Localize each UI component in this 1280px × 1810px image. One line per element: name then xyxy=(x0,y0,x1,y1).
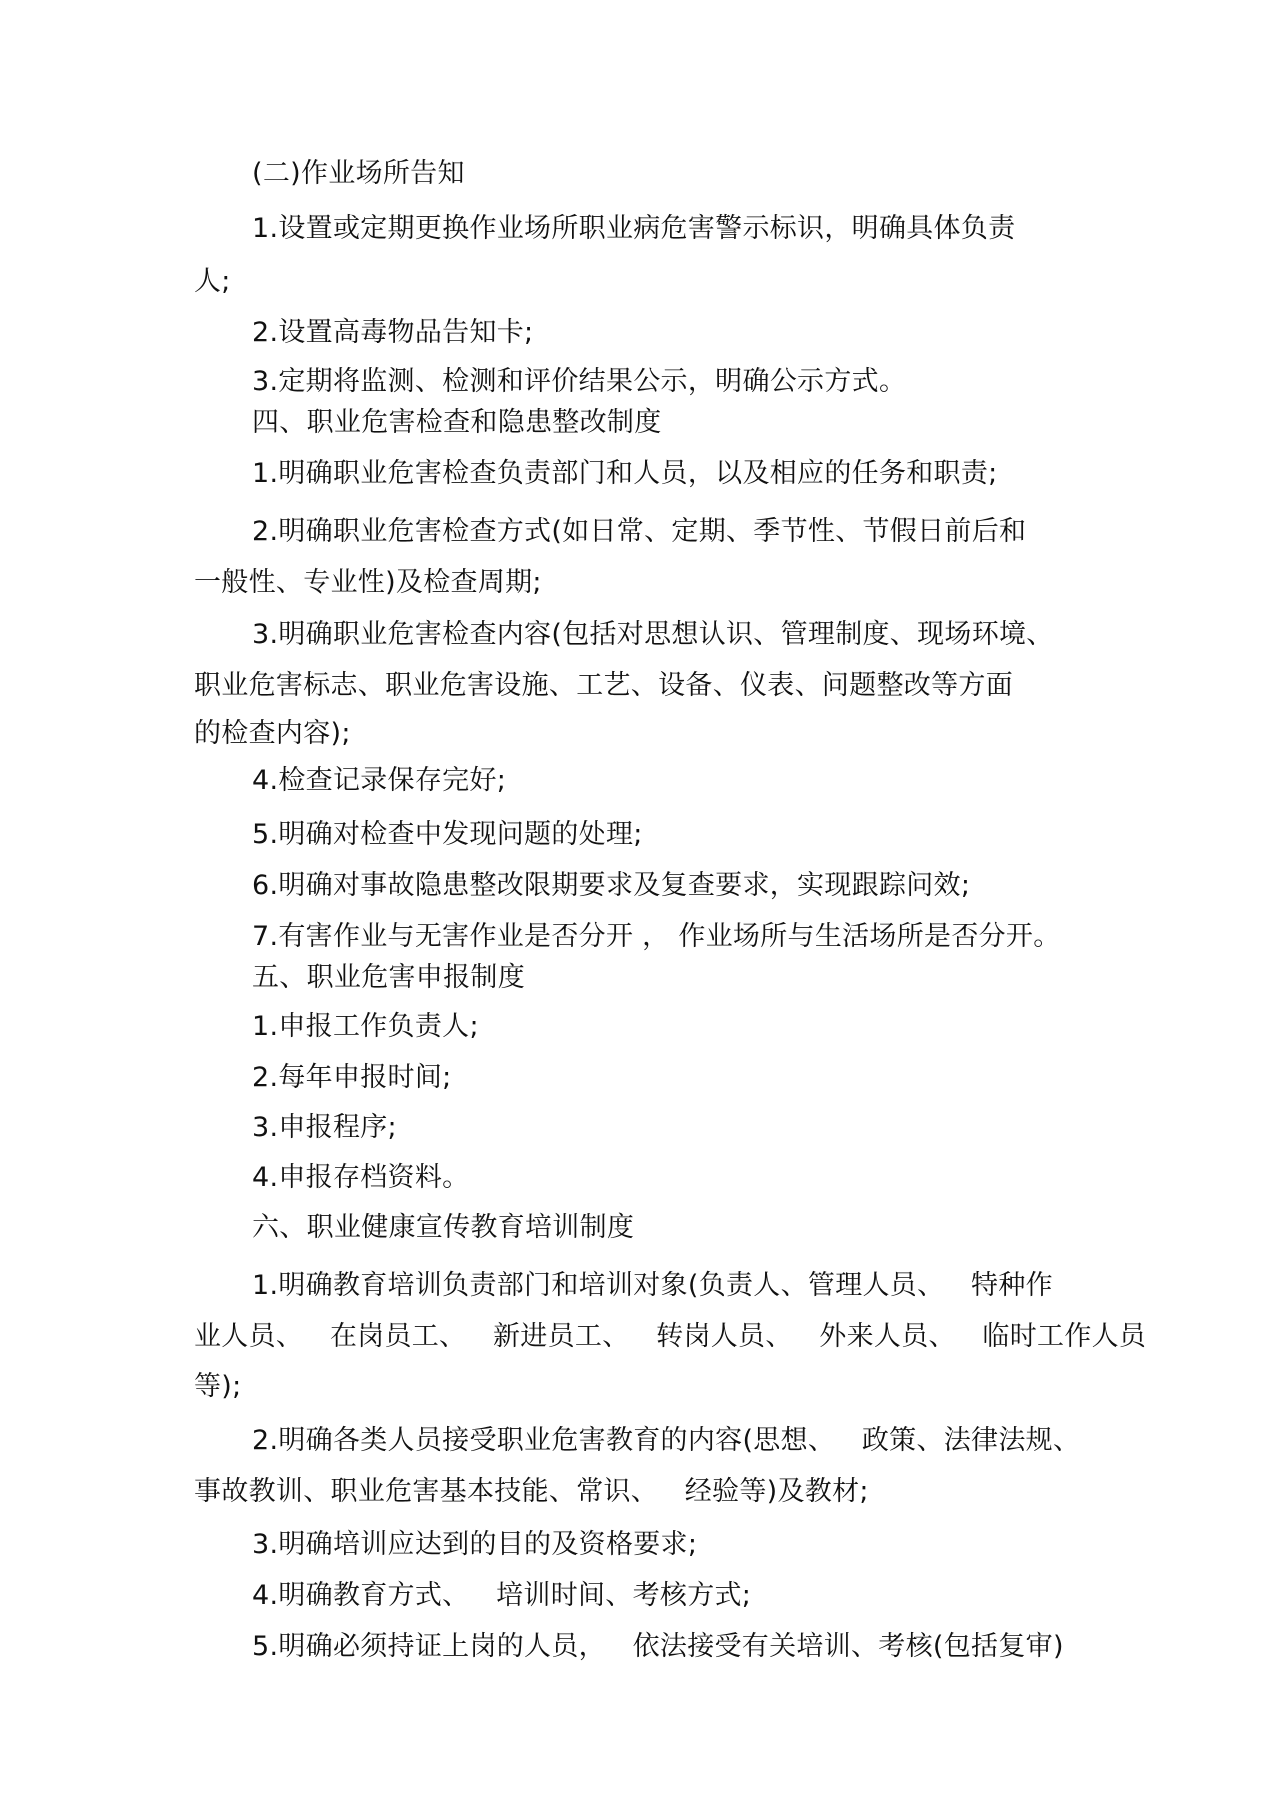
paragraph-line: 1.设置或定期更换作业场所职业病危害警示标识，明确具体负责 xyxy=(252,213,1016,244)
paragraph-line: 2.明确职业危害检查方式(如日常、定期、季节性、节假日前后和 xyxy=(252,516,1027,547)
paragraph-line: 1.明确教育培训负责部门和培训对象(负责人、管理人员、 特种作 xyxy=(252,1270,1053,1301)
paragraph-line: 等); xyxy=(194,1371,242,1402)
paragraph-line: 2.明确各类人员接受职业危害教育的内容(思想、 政策、法律法规、 xyxy=(252,1425,1081,1456)
paragraph-line: 1.明确职业危害检查负责部门和人员，以及相应的任务和职责; xyxy=(252,458,998,489)
paragraph-line: 事故教训、职业危害基本技能、常识、 经验等)及教材; xyxy=(194,1476,869,1507)
paragraph-line: 的检查内容); xyxy=(194,718,351,749)
section-heading-declaration: 五、职业危害申报制度 xyxy=(252,962,525,993)
paragraph-line: 4.明确教育方式、 培训时间、考核方式; xyxy=(252,1580,752,1611)
paragraph-line: 2.设置高毒物品告知卡; xyxy=(252,317,534,348)
paragraph-line: 5.明确必须持证上岗的人员， 依法接受有关培训、考核(包括复审) xyxy=(252,1631,1064,1662)
section-heading-training: 六、职业健康宣传教育培训制度 xyxy=(252,1212,635,1243)
paragraph-line: 4.申报存档资料。 xyxy=(252,1162,470,1193)
paragraph-line: 一般性、专业性)及检查周期; xyxy=(194,567,542,598)
paragraph-line: 2.每年申报时间; xyxy=(252,1062,452,1093)
paragraph-line: 7.有害作业与无害作业是否分开 ， 作业场所与生活场所是否分开。 xyxy=(252,921,1061,952)
section-heading-inspection: 四、职业危害检查和隐患整改制度 xyxy=(252,407,662,438)
paragraph-line: 3.明确培训应达到的目的及资格要求; xyxy=(252,1529,698,1560)
paragraph-line: 4.检查记录保存完好; xyxy=(252,765,507,796)
paragraph-line: 6.明确对事故隐患整改限期要求及复查要求，实现跟踪问效; xyxy=(252,870,971,901)
paragraph-line: 5.明确对检查中发现问题的处理; xyxy=(252,819,643,850)
paragraph-line: 人; xyxy=(194,266,231,297)
paragraph-line: 3.明确职业危害检查内容(包括对思想认识、管理制度、现场环境、 xyxy=(252,619,1054,650)
paragraph-line: 3.定期将监测、检测和评价结果公示，明确公示方式。 xyxy=(252,366,907,397)
paragraph-line: 业人员、 在岗员工、 新进员工、 转岗人员、 外来人员、 临时工作人员 xyxy=(194,1321,1147,1352)
paragraph-line: 3.申报程序; xyxy=(252,1112,397,1143)
section-heading-workplace-notice: (二)作业场所告知 xyxy=(252,158,465,189)
paragraph-line: 1.申报工作负责人; xyxy=(252,1011,479,1042)
paragraph-line: 职业危害标志、职业危害设施、工艺、设备、仪表、问题整改等方面 xyxy=(194,670,1013,701)
